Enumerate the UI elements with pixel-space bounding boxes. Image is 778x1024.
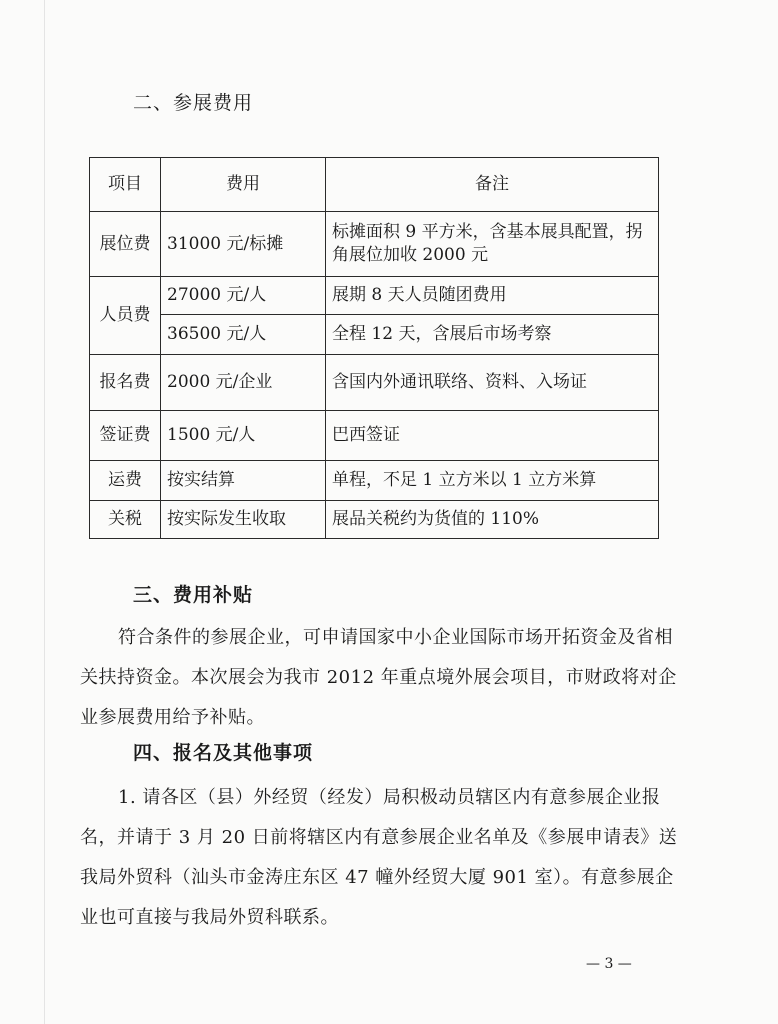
row-cost: 36500 元/人 — [161, 315, 326, 355]
row-cost: 按实际发生收取 — [161, 501, 326, 539]
table-row — [90, 315, 659, 355]
table-row — [90, 461, 659, 501]
table-row — [90, 277, 659, 315]
row-cost: 按实结算 — [161, 461, 326, 501]
row-cost: 1500 元/人 — [161, 411, 326, 461]
row-item: 关税 — [90, 501, 161, 539]
table-row — [90, 212, 659, 277]
header-note: 备注 — [326, 158, 659, 212]
row-cost: 31000 元/标摊 — [161, 212, 326, 277]
row-item: 展位费 — [90, 212, 161, 277]
header-item: 项目 — [90, 158, 161, 212]
section-3-paragraph: 符合条件的参展企业，可申请国家中小企业国际市场开拓资金及省相关扶持资金。本次展会为我市 2012 年重点境外展会项目，市财政将对企业参展费用给予补贴。 — [80, 627, 677, 728]
row-note: 标摊面积 9 平方米，含基本展具配置，拐角展位加收 2000 元 — [326, 212, 659, 277]
section-4-paragraph: 1. 请各区（县）外经贸（经发）局积极动员辖区内有意参展企业报名，并请于 3 月 20 日前将辖区内有意参展企业名单及《参展申请表》送我局外贸科（汕头市金涛庄东区 47 幢外经贸大厦 901 室）。有意参展企业也可直接与我局外贸科联系。 — [80, 787, 678, 928]
section-2-heading: 二、参展费用 — [133, 92, 254, 114]
table-row — [90, 501, 659, 539]
row-cost: 2000 元/企业 — [161, 355, 326, 411]
table-header-row — [90, 158, 659, 212]
row-item: 运费 — [90, 461, 161, 501]
row-note: 展期 8 天人员随团费用 — [326, 277, 659, 315]
row-cost: 27000 元/人 — [161, 277, 326, 315]
row-note: 含国内外通讯联络、资料、入场证 — [326, 355, 659, 411]
table-row — [90, 355, 659, 411]
scan-edge-line — [44, 0, 45, 1024]
row-note: 单程，不足 1 立方米以 1 立方米算 — [326, 461, 659, 501]
row-item: 签证费 — [90, 411, 161, 461]
header-cost: 费用 — [161, 158, 326, 212]
section-4-heading: 四、报名及其他事项 — [133, 742, 314, 764]
page-number: — 3 — — [586, 956, 632, 972]
row-item: 人员费 — [90, 277, 161, 355]
section-3-heading: 三、费用补贴 — [133, 584, 254, 606]
fee-table — [89, 157, 659, 539]
table-row — [90, 411, 659, 461]
row-item: 报名费 — [90, 355, 161, 411]
row-note: 展品关税约为货值的 110% — [326, 501, 659, 539]
row-note: 全程 12 天，含展后市场考察 — [326, 315, 659, 355]
row-note: 巴西签证 — [326, 411, 659, 461]
